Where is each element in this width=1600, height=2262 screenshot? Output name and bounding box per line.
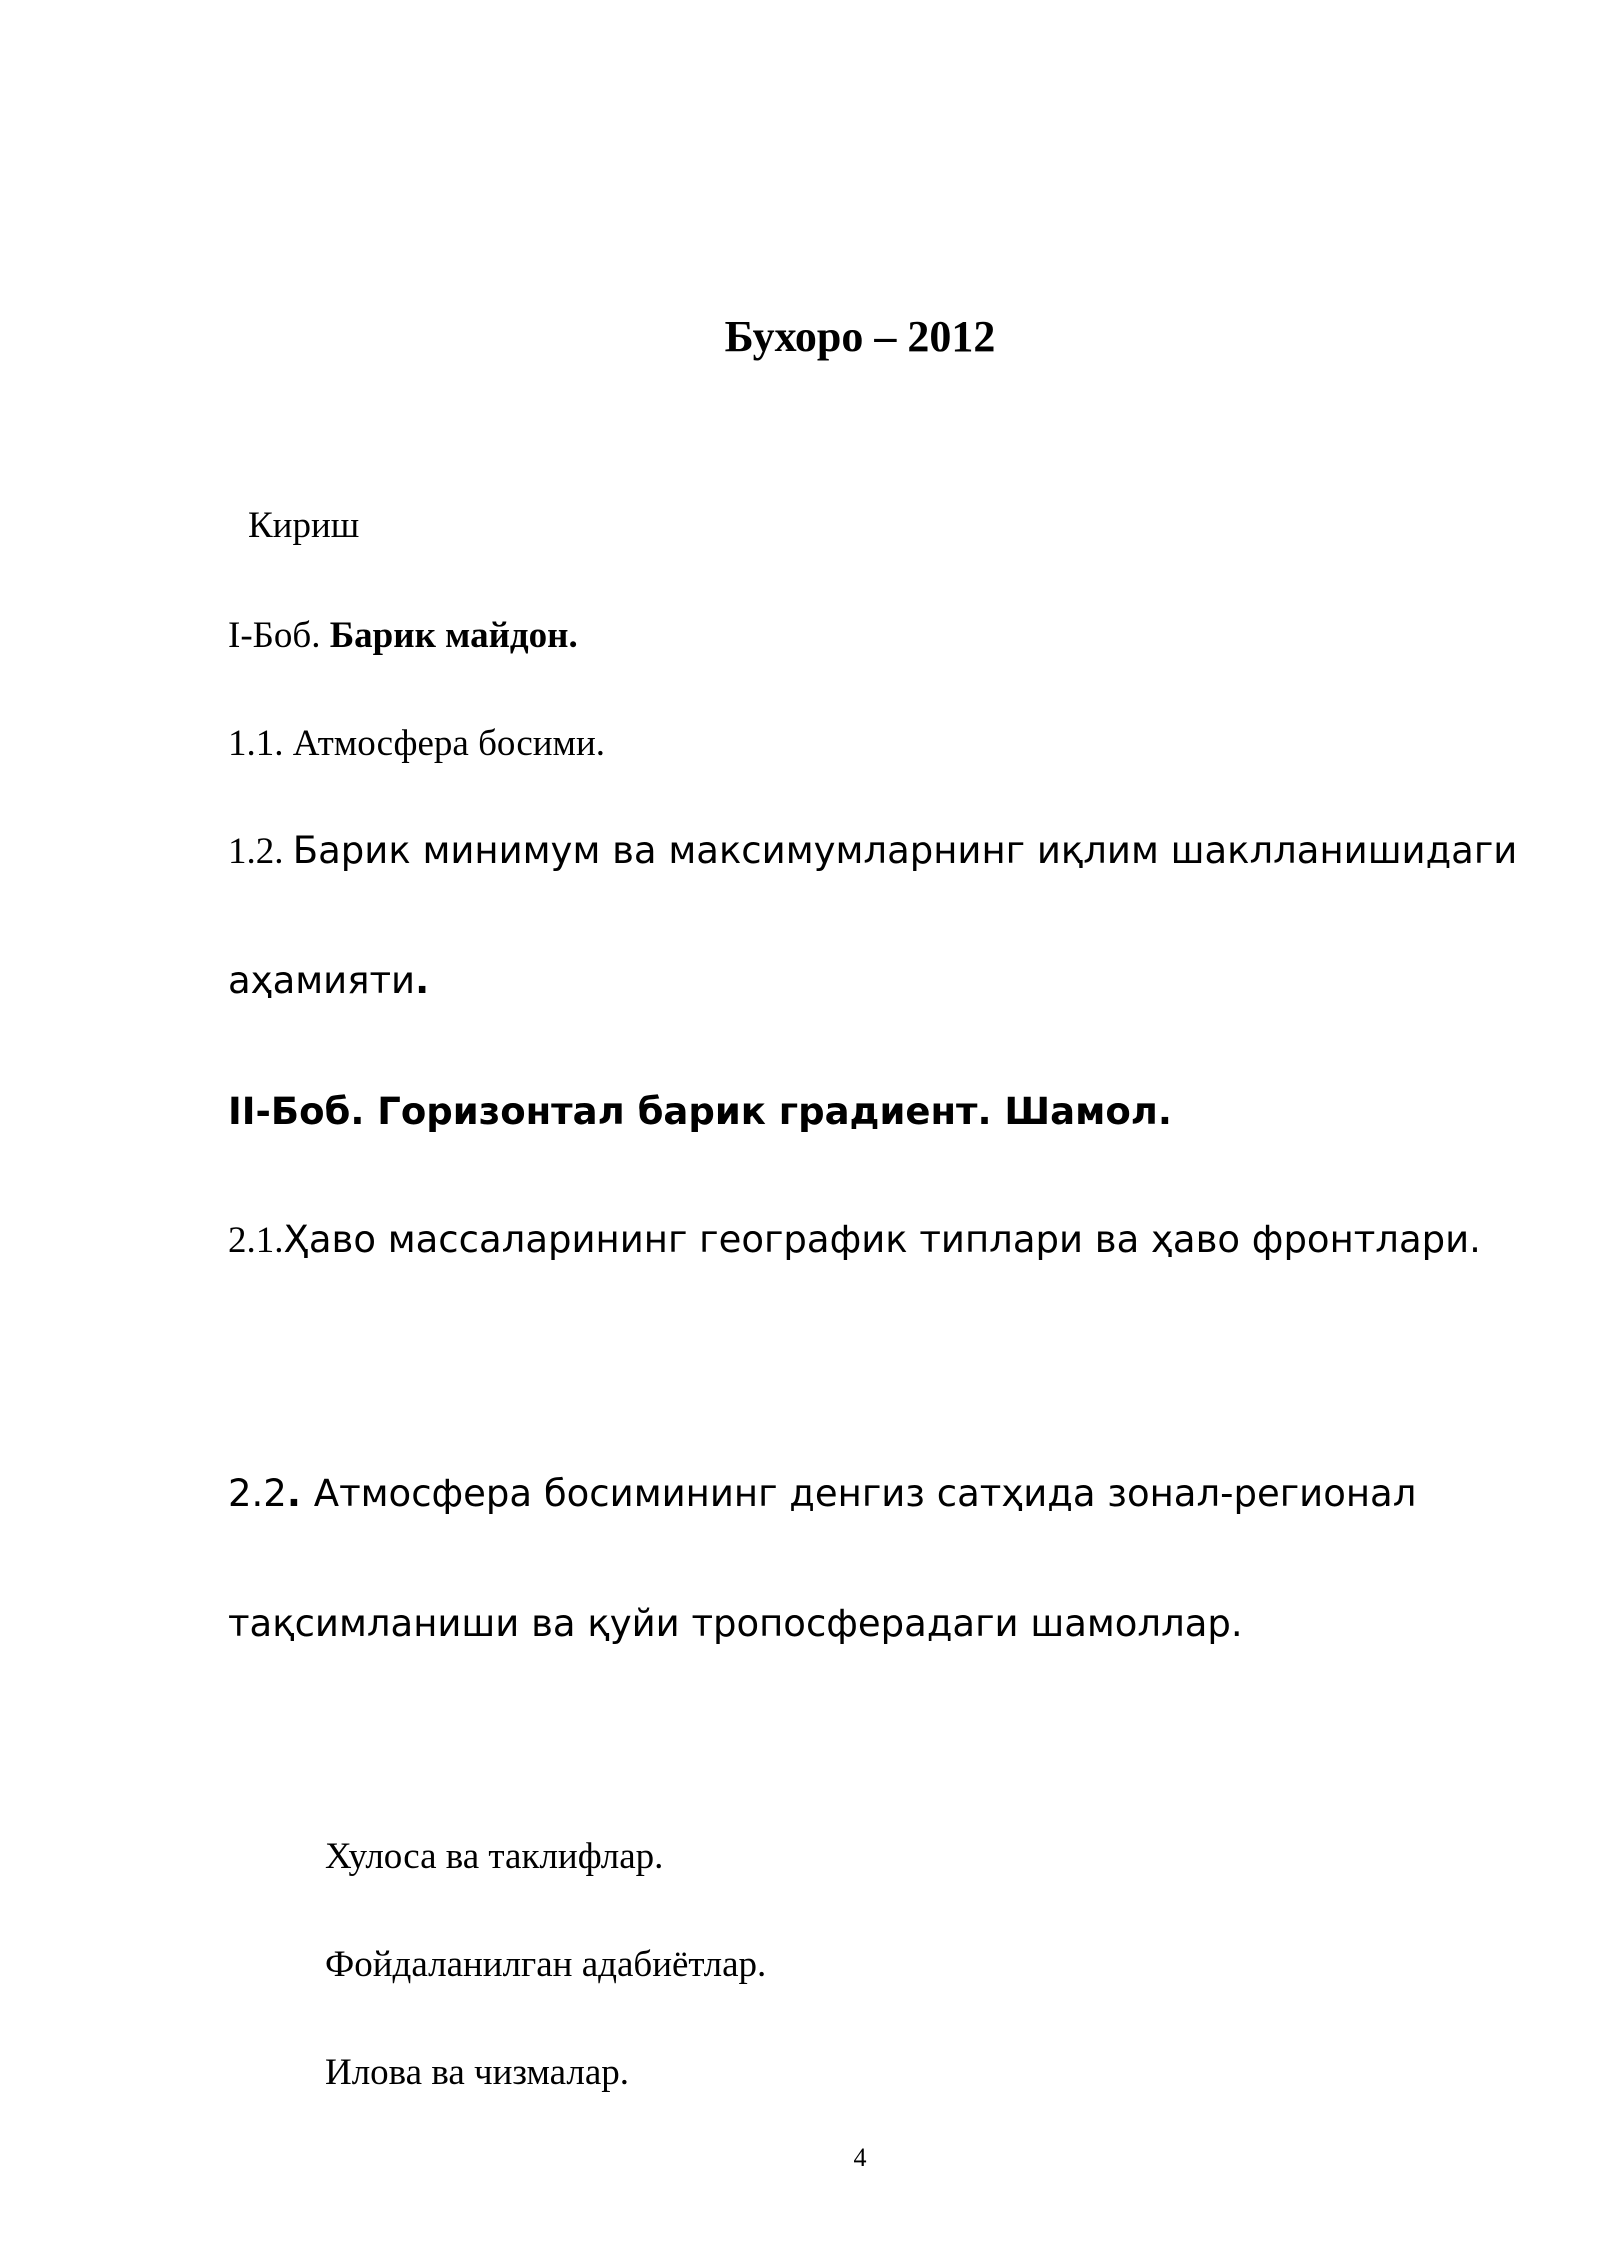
toc-section-1-2-line2: [228, 959, 430, 1002]
section-1-1-text: Атмосфера босими.: [292, 723, 606, 764]
toc-appendix: Илова ва чизмалар.: [325, 2052, 630, 2093]
section-1-2-text-line1: Барик минимум ва максимумларнинг иқлим шаклланишидаги: [292, 829, 1518, 872]
toc-chapter-1: [228, 617, 578, 654]
section-2-2-text-line1: Атмосфера босимининг денгиз сатҳида зонал-регионал: [313, 1472, 1417, 1515]
chapter-1-prefix: I-Боб.: [228, 615, 330, 656]
toc-conclusion: Хулоса ва таклифлар.: [325, 1836, 664, 1877]
toc-intro: Кириш: [248, 505, 360, 546]
toc-section-1-1: [228, 725, 605, 762]
page-number: 4: [853, 2143, 867, 2172]
section-2-1-number: 2.1.: [228, 1220, 284, 1261]
document-title: Бухоро – 2012: [724, 312, 996, 361]
section-1-2-text-line2: аҳамияти: [228, 959, 416, 1002]
section-1-1-number: 1.1.: [228, 723, 293, 764]
toc-section-2-2-line1: [228, 1472, 1417, 1515]
chapter-1-title: Барик майдон.: [329, 615, 578, 656]
section-1-2-number: 1.2.: [228, 831, 293, 872]
toc-chapter-2: II-Боб. Горизонтал барик градиент. Шамол.: [228, 1090, 1172, 1133]
toc-section-2-2-line2: тақсимланиши ва қуйи тропосферадаги шамоллар.: [228, 1602, 1243, 1645]
section-2-2-number: 2.2: [228, 1472, 287, 1515]
toc-section-2-1: [228, 1218, 1481, 1261]
section-2-2-separator: .: [286, 1472, 314, 1515]
toc-references: Фойдаланилган адабиётлар.: [325, 1944, 767, 1985]
toc-section-1-2-line1: [228, 829, 1518, 872]
section-2-1-text: Ҳаво массаларининг географик типлари ва ҳаво фронтлари.: [283, 1218, 1481, 1261]
section-1-2-end: .: [415, 959, 430, 1002]
